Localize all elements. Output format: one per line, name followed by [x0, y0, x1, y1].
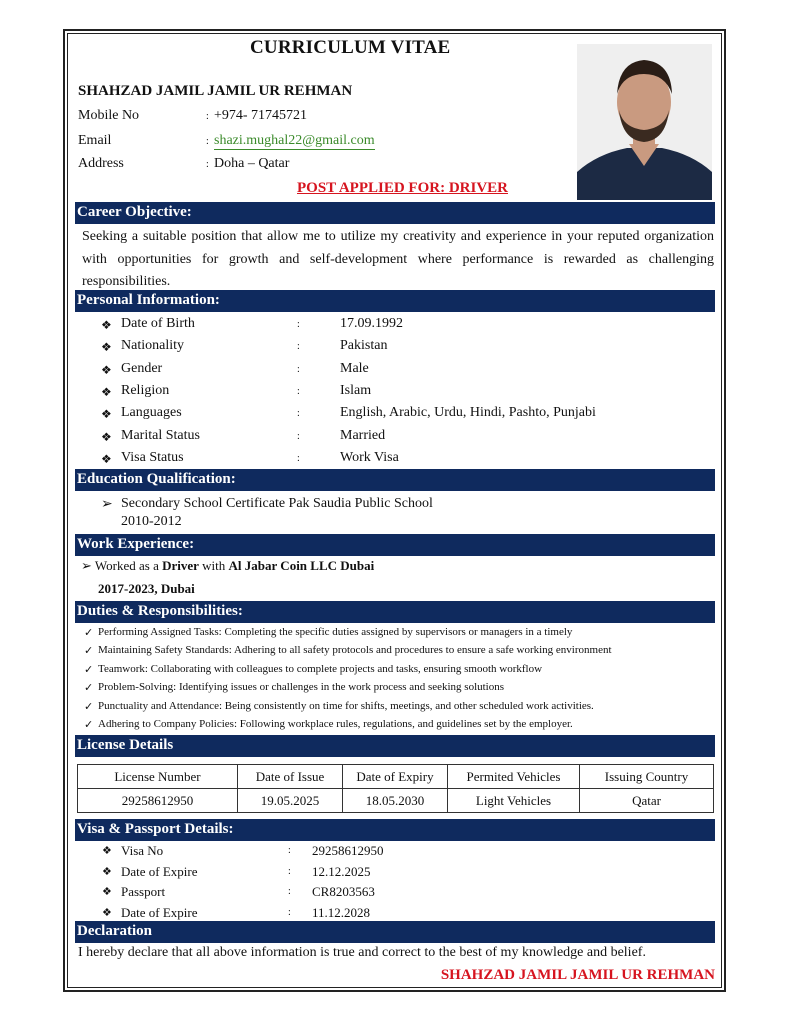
personal-label: Date of Birth — [121, 316, 195, 331]
signature-name: SHAHZAD JAMIL JAMIL UR REHMAN — [440, 967, 715, 983]
diamond-icon: ❖ — [101, 407, 112, 422]
visa-sep: : — [288, 865, 291, 877]
duty-item: Punctuality and Attendance: Being consistently on time for shifts, meetings, and other scheduled work activities. — [98, 699, 594, 712]
license-col-number: License Number — [78, 765, 238, 789]
license-country: Qatar — [580, 789, 714, 813]
personal-sep: : — [297, 319, 300, 330]
email-label: Email — [78, 133, 112, 148]
address-value: Doha – Qatar — [214, 156, 290, 171]
education-school: Secondary School Certificate Pak Saudia Public School — [121, 496, 433, 511]
license-col-issue: Date of Issue — [238, 765, 343, 789]
diamond-icon: ❖ — [101, 384, 112, 399]
duty-item: Performing Assigned Tasks: Completing the specific duties assigned by supervisors or managers in a timely — [98, 626, 573, 638]
visa-sep: : — [288, 845, 291, 856]
work-prefix: Worked as a — [94, 558, 163, 573]
arrow-icon: ➢ — [101, 497, 113, 512]
work-role: Driver — [162, 558, 199, 573]
visa-value: CR8203563 — [312, 884, 375, 900]
license-table — [77, 764, 714, 813]
diamond-icon: ❖ — [102, 845, 112, 857]
license-col-expiry: Date of Expiry — [343, 765, 448, 789]
personal-label: Nationality — [121, 338, 184, 354]
work-period: 2017-2023, Dubai — [98, 581, 195, 596]
personal-sep: : — [297, 408, 300, 420]
education-header: Education Qualification: — [75, 469, 715, 491]
check-icon: ✓ — [84, 663, 94, 676]
diamond-icon: ❖ — [101, 362, 112, 377]
personal-value: Work Visa — [340, 449, 399, 465]
visa-sep: : — [288, 906, 291, 918]
profile-photo — [577, 44, 712, 200]
candidate-name: SHAHZAD JAMIL JAMIL UR REHMAN — [78, 83, 353, 99]
check-icon: ✓ — [84, 645, 94, 658]
visa-label: Visa No — [121, 843, 164, 858]
career-objective-text: Seeking a suitable position that allow me to utilize my creativity and experience in your reputed organization with opportunities for growth and self-development where performance is rewarded as challenging responsibilities. — [82, 229, 714, 289]
personal-label: Marital Status — [121, 427, 200, 443]
email-sep: : — [206, 136, 209, 147]
check-icon: ✓ — [84, 627, 94, 639]
license-header-row — [78, 765, 714, 789]
document-title: CURRICULUM VITAE — [250, 37, 451, 58]
duties-header: Duties & Responsibilities: — [75, 601, 715, 623]
personal-value: Male — [340, 360, 369, 376]
personal-label: Visa Status — [121, 449, 184, 465]
license-number: 29258612950 — [78, 789, 238, 813]
address-label: Address — [78, 156, 124, 171]
license-expiry-date: 18.05.2030 — [343, 789, 448, 813]
personal-value: English, Arabic, Urdu, Hindi, Pashto, Punjabi — [340, 405, 596, 421]
education-years: 2010-2012 — [121, 514, 182, 529]
check-icon: ✓ — [84, 682, 94, 695]
personal-sep: : — [297, 363, 300, 375]
personal-value: Islam — [340, 382, 372, 398]
diamond-icon: ❖ — [102, 906, 112, 919]
work-experience-header: Work Experience: — [75, 534, 715, 556]
visa-value: 12.12.2025 — [312, 863, 371, 879]
personal-label: Languages — [121, 405, 182, 421]
arrow-icon: ➢ — [81, 558, 92, 573]
personal-sep: : — [297, 430, 300, 442]
check-icon: ✓ — [84, 700, 94, 713]
address-sep: : — [206, 159, 209, 170]
visa-header: Visa & Passport Details: — [75, 819, 715, 841]
personal-value: 17.09.1992 — [340, 316, 403, 331]
license-header: License Details — [75, 735, 715, 757]
personal-sep: : — [297, 385, 300, 397]
work-mid: with — [198, 558, 229, 573]
diamond-icon: ❖ — [102, 865, 112, 878]
work-company: Al Jabar Coin LLC Dubai — [228, 558, 375, 573]
diamond-icon: ❖ — [101, 451, 112, 466]
email-link[interactable]: shazi.mughal22@gmail.com — [214, 133, 375, 148]
diamond-icon: ❖ — [102, 886, 112, 899]
check-icon: ✓ — [84, 719, 94, 731]
personal-sep: : — [297, 341, 300, 353]
license-col-country: Issuing Country — [580, 765, 714, 789]
visa-value: 11.12.2028 — [312, 904, 371, 920]
declaration-text: I hereby declare that all above information is true and correct to the best of my knowledge and belief. — [78, 945, 646, 960]
duty-item: Teamwork: Collaborating with colleagues to complete projects and tasks, ensuring smooth workflow — [98, 662, 543, 675]
career-objective-header: Career Objective: — [75, 202, 715, 224]
visa-label: Passport — [121, 884, 166, 900]
personal-value: Pakistan — [340, 338, 388, 354]
duty-item: Maintaining Safety Standards: Adhering to all safety protocols and procedures to ensure a safe working environment — [98, 644, 612, 657]
duty-item: Adhering to Company Policies: Following workplace rules, regulations, and guidelines set by the employer. — [98, 718, 573, 730]
mobile-value: +974- 71745721 — [214, 108, 308, 123]
license-vehicles: Light Vehicles — [448, 789, 580, 813]
personal-label: Religion — [121, 382, 170, 398]
personal-label: Gender — [121, 360, 163, 376]
mobile-label: Mobile No — [78, 108, 140, 123]
mobile-sep: : — [206, 111, 209, 122]
work-line — [81, 558, 374, 574]
license-issue-date: 19.05.2025 — [238, 789, 343, 813]
diamond-icon: ❖ — [101, 429, 112, 444]
license-col-vehicles: Permited Vehicles — [448, 765, 580, 789]
personal-info-header: Personal Information: — [75, 290, 715, 312]
diamond-icon: ❖ — [101, 340, 112, 355]
visa-value: 29258612950 — [312, 843, 384, 858]
visa-sep: : — [288, 886, 291, 898]
post-applied: POST APPLIED FOR: DRIVER — [297, 180, 508, 196]
declaration-header: Declaration — [75, 921, 715, 943]
visa-label: Date of Expire — [121, 863, 198, 879]
license-value-row — [78, 789, 714, 813]
personal-sep: : — [297, 452, 300, 464]
personal-value: Married — [340, 427, 386, 443]
duty-item: Problem-Solving: Identifying issues or challenges in the work process and seeking solutions — [98, 681, 505, 694]
diamond-icon: ❖ — [101, 318, 112, 332]
visa-label: Date of Expire — [121, 904, 198, 920]
